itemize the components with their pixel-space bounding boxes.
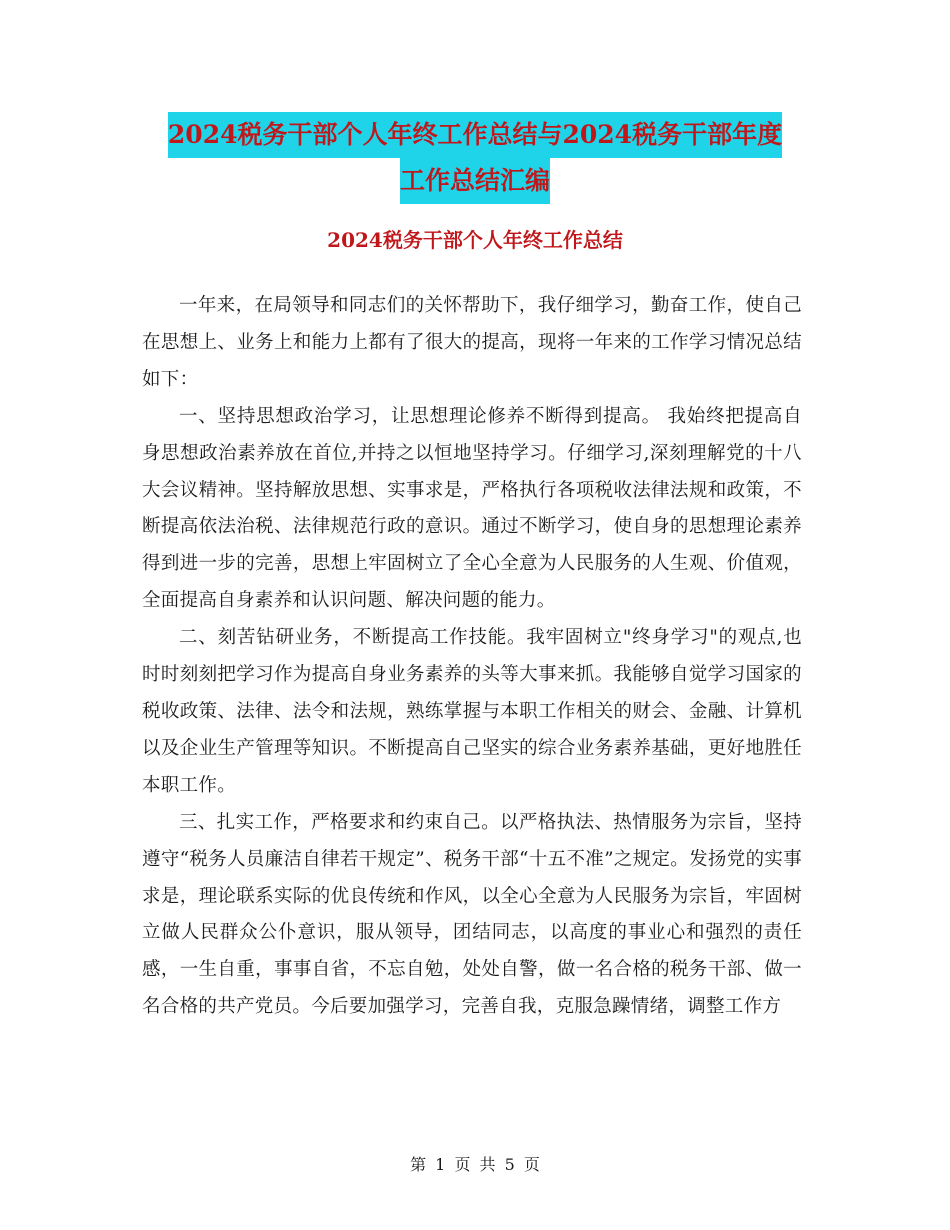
paragraph-section-1: 一、坚持思想政治学习，让思想理论修养不断得到提高。 我始终把提高自身思想政治素养放在首位,并持之以恒地坚持学习。仔细学习,深刻理解党的十八大会议精神。坚持解放思想、实事求是，严格执行各项税收法律法规和政策，不断提高依法治税、法律规范行政的意识。通过不断学习，使自身的思想理论素养得到进一步的完善，思想上牢固树立了全心全意为人民服务的人生观、价值观，全面提高自身素养和认识问题、解决问题的能力。 (142, 405, 802, 612)
document-title-line2: 工作总结汇编 (400, 158, 550, 204)
paragraph-intro: 一年来，在局领导和同志们的关怀帮助下，我仔细学习，勤奋工作，使自己在思想上、业务上和能力上都有了很大的提高，现将一年来的工作学习情况总结如下： (142, 295, 802, 390)
page-footer: 第 1 页 共 5 页 (410, 1155, 540, 1174)
paragraph-section-3: 三、扎实工作，严格要求和约束自己。以严格执法、热情服务为宗旨，坚持遵守“税务人员廉洁自律若干规定”、税务干部“十五不准”之规定。发扬党的实事求是，理论联系实际的优良传统和作风，以全心全意为人民服务为宗旨，牢固树立做人民群众公仆意识，服从领导，团结同志，以高度的事业心和强烈的责任感，一生自重，事事自省，不忘自勉，处处自警，做一名合格的税务干部、做一名合格的共产党员。今后要加强学习，完善自我，克服急躁情绪，调整工作方 (142, 811, 802, 1018)
paragraph-section-2: 二、刻苦钻研业务，不断提高工作技能。我牢固树立"终身学习"的观点,也时时刻刻把学习作为提高自身业务素养的头等大事来抓。我能够自觉学习国家的税收政策、法律、法令和法规，熟练掌握与本职工作相关的财会、金融、计算机以及企业生产管理等知识。不断提高自己坚实的综合业务素养基础，更好地胜任本职工作。 (142, 627, 802, 796)
document-title-line1: 2024税务干部个人年终工作总结与2024税务干部年度 (168, 112, 782, 158)
document-body (142, 288, 802, 1026)
document-title (0, 112, 950, 204)
section-title: 2024税务干部个人年终工作总结 (327, 228, 623, 252)
